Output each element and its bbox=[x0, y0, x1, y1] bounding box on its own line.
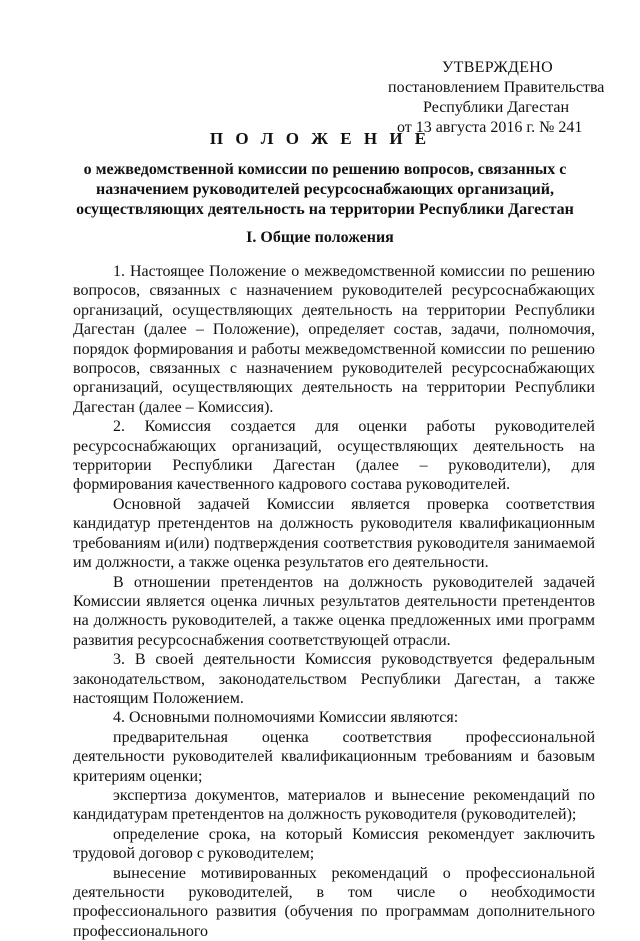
approval-stamp-block bbox=[380, 58, 605, 138]
document-subtitle: о межведомственной комиссии по решению вопросов, связанных с назначением руководителей ресурсоснабжающих организаций, осуществляющих деятельность на территории Республики Дагестан bbox=[76, 161, 574, 218]
document-body bbox=[73, 262, 595, 941]
paragraph: 4. Основными полномочиями Комиссии являются: bbox=[113, 709, 459, 727]
paragraph: В отношении претендентов на должность руководителей задачей Комиссии является оценка личных результатов деятельности претендентов на должность руководителей, а также оценка предложенных ими программ развития ресурсоснабжения соответствующей отрасли. bbox=[73, 573, 595, 649]
approval-line-date: от 13 августа 2016 г. № 241 bbox=[397, 119, 583, 136]
paragraph: вынесение мотивированных рекомендаций о профессиональной деятельности руководителей, в том числе о необходимости профессионального развития (обучения по программам дополнительного профессионального bbox=[73, 864, 595, 940]
paragraph: экспертиза документов, материалов и вынесение рекомендаций по кандидатурам претендентов на должность руководителя (руководителей); bbox=[73, 786, 595, 824]
paragraph: 3. В своей деятельности Комиссия руководствуется федеральным законодательством, законодательством Республики Дагестан, а также настоящим Положением. bbox=[73, 651, 595, 707]
document-title: П О Л О Ж Е Н И Е bbox=[209, 129, 431, 148]
paragraph: 2. Комиссия создается для оценки работы руководителей ресурсоснабжающих организаций, осуществляющих деятельность на территории Республики Дагестан (далее – руководители), для формирования качественного кадрового состава руководителей. bbox=[73, 418, 595, 494]
paragraph: Основной задачей Комиссии является проверка соответствия кандидатур претендентов на должность руководителя квалификационным требованиям и(или) подтверждения соответствия руководителя занимаемой им должности, а также оценка результатов его деятельности. bbox=[73, 495, 595, 572]
paragraph: предварительная оценка соответствия профессиональной деятельности руководителей квалификационным требованиям и базовым критериям оценки; bbox=[73, 728, 595, 785]
approval-title: УТВЕРЖДЕНО bbox=[442, 59, 554, 76]
section-title: I. Общие положения bbox=[246, 229, 394, 246]
paragraph: 1. Настоящее Положение о межведомственной комиссии по решению вопросов, связанных с назначением руководителей ресурсоснабжающих организаций, осуществляющих деятельность на территории Республики Дагестан (далее – Положение), определяет состав, задачи, полномочия, порядок формирования и работы межведомственной комиссии по решению вопросов, связанных с назначением руководителей ресурсоснабжающих организаций, осуществляющих деятельность на территории Республики Дагестан (далее – Комиссия). bbox=[73, 263, 595, 416]
approval-line-republic: Республики Дагестан bbox=[423, 99, 570, 116]
paragraph: определение срока, на который Комиссия рекомендует заключить трудовой договор с руководителем; bbox=[73, 825, 595, 863]
approval-line-decree: постановлением Правительства bbox=[388, 79, 605, 96]
